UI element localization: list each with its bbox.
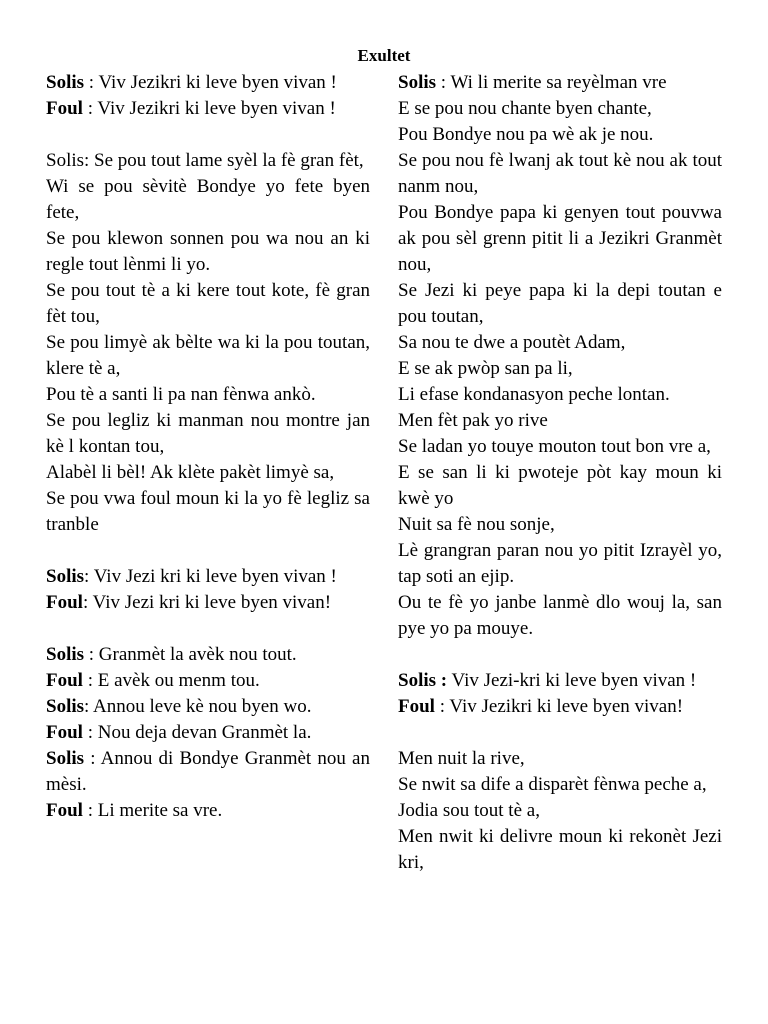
verse-text: Se pou vwa foul moun ki la yo fè legliz sa tranble <box>46 488 370 535</box>
verse-line <box>398 694 722 720</box>
verse-line <box>46 278 370 330</box>
speaker-label: Foul <box>398 696 435 717</box>
verse-line <box>398 824 722 876</box>
paragraph-gap <box>46 538 370 564</box>
verse-text: : Viv Jezikri ki leve byen vivan ! <box>84 72 337 93</box>
verse-text: : Viv Jezi kri ki leve byen vivan ! <box>84 566 337 587</box>
verse-line <box>398 590 722 642</box>
speaker-label: Foul <box>46 670 83 691</box>
verse-line <box>46 70 370 96</box>
verse-text: Se pou tout tè a ki kere tout kote, fè gran fèt tou, <box>46 280 370 327</box>
speaker-label: Solis : <box>398 670 448 691</box>
verse-line <box>46 486 370 538</box>
verse-text: E se san li ki pwoteje pòt kay moun ki kwè yo <box>398 462 722 509</box>
verse-line <box>46 694 370 720</box>
speaker-label: Solis <box>46 566 85 587</box>
verse-line <box>46 226 370 278</box>
verse-line <box>398 330 722 356</box>
verse-line <box>46 642 370 668</box>
verse-text: Pou Bondye nou pa wè ak je nou. <box>398 124 654 145</box>
speaker-label: Solis <box>46 748 85 769</box>
verse-line <box>398 122 722 148</box>
verse-text: Men nuit la rive, <box>398 748 525 769</box>
paragraph-gap <box>398 720 722 746</box>
paragraph-gap <box>46 616 370 642</box>
verse-line <box>398 538 722 590</box>
verse-text: Sa nou te dwe a poutèt Adam, <box>398 332 626 353</box>
speaker-label: Solis <box>46 696 85 717</box>
verse-line <box>46 96 370 122</box>
paragraph-gap <box>46 122 370 148</box>
speaker-label: Foul <box>46 98 83 119</box>
verse-text: Solis: Se pou tout lame syèl la fè gran fèt, <box>46 150 364 171</box>
speaker-label: Foul <box>46 722 83 743</box>
left-column <box>46 70 370 824</box>
verse-line <box>398 798 722 824</box>
verse-line <box>398 668 722 694</box>
verse-text: Viv Jezi-kri ki leve byen vivan ! <box>447 670 697 691</box>
speaker-label: Solis <box>46 72 85 93</box>
verse-text: Lè grangran paran nou yo pitit Izrayèl yo, tap soti an ejip. <box>398 540 722 587</box>
verse-text: : Li merite sa vre. <box>82 800 223 821</box>
verse-line <box>46 590 370 616</box>
verse-line <box>398 96 722 122</box>
verse-text: Se ladan yo touye mouton tout bon vre a, <box>398 436 711 457</box>
verse-line <box>398 356 722 382</box>
verse-text: : Annou di Bondye Granmèt nou an mèsi. <box>46 748 370 795</box>
verse-line <box>398 148 722 200</box>
verse-text: : Annou leve kè nou byen wo. <box>84 696 312 717</box>
verse-line <box>398 278 722 330</box>
verse-text: Se nwit sa dife a disparèt fènwa peche a, <box>398 774 707 795</box>
verse-text: E se pou nou chante byen chante, <box>398 98 652 119</box>
verse-text: : Granmèt la avèk nou tout. <box>84 644 297 665</box>
verse-line <box>398 200 722 278</box>
verse-line <box>46 382 370 408</box>
verse-text: Se pou nou fè lwanj ak tout kè nou ak tout nanm nou, <box>398 150 722 197</box>
speaker-label: Foul <box>46 800 83 821</box>
verse-line <box>398 408 722 434</box>
verse-text: Men nwit ki delivre moun ki rekonèt Jezi kri, <box>398 826 722 873</box>
verse-line <box>46 564 370 590</box>
right-column <box>398 70 722 876</box>
verse-text: Wi se pou sèvitè Bondye yo fete byen fete, <box>46 176 370 223</box>
speaker-label: Foul <box>46 592 83 613</box>
verse-line <box>46 746 370 798</box>
verse-text: Se pou limyè ak bèlte wa ki la pou toutan, klere tè a, <box>46 332 370 379</box>
verse-text: Men fèt pak yo rive <box>398 410 548 431</box>
verse-text: : Viv Jezikri ki leve byen vivan ! <box>82 98 336 119</box>
verse-text: : Viv Jezi kri ki leve byen vivan! <box>82 592 332 613</box>
verse-line <box>398 70 722 96</box>
verse-line <box>46 330 370 382</box>
verse-line <box>398 512 722 538</box>
verse-line <box>46 720 370 746</box>
verse-line <box>398 772 722 798</box>
verse-line <box>398 460 722 512</box>
speaker-label: Solis <box>398 72 437 93</box>
verse-text: : Nou deja devan Granmèt la. <box>82 722 312 743</box>
verse-line <box>398 434 722 460</box>
verse-line <box>46 460 370 486</box>
verse-line <box>46 798 370 824</box>
verse-text: Jodia sou tout tè a, <box>398 800 540 821</box>
verse-line <box>46 148 370 174</box>
verse-text: : E avèk ou menm tou. <box>82 670 260 691</box>
verse-text: E se ak pwòp san pa li, <box>398 358 573 379</box>
verse-text: Alabèl li bèl! Ak klète pakèt limyè sa, <box>46 462 335 483</box>
verse-line <box>398 382 722 408</box>
verse-text: Pou tè a santi li pa nan fènwa ankò. <box>46 384 316 405</box>
verse-text: Nuit sa fè nou sonje, <box>398 514 555 535</box>
verse-text: : Wi li merite sa reyèlman vre <box>436 72 667 93</box>
verse-line <box>46 408 370 460</box>
verse-text: Ou te fè yo janbe lanmè dlo wouj la, san pye yo pa mouye. <box>398 592 722 639</box>
paragraph-gap <box>398 642 722 668</box>
speaker-label: Solis <box>46 644 85 665</box>
verse-text: Se pou klewon sonnen pou wa nou an ki regle tout lènmi li yo. <box>46 228 370 275</box>
verse-line <box>46 174 370 226</box>
verse-line <box>398 746 722 772</box>
verse-text: Se pou legliz ki manman nou montre jan kè l kontan tou, <box>46 410 370 457</box>
page-title: Exultet <box>357 46 411 65</box>
verse-text: : Viv Jezikri ki leve byen vivan! <box>434 696 684 717</box>
verse-text: Se Jezi ki peye papa ki la depi toutan e pou toutan, <box>398 280 722 327</box>
verse-text: Pou Bondye papa ki genyen tout pouvwa ak pou sèl grenn pitit li a Jezikri Granmèt nou, <box>398 202 722 275</box>
verse-text: Li efase kondanasyon peche lontan. <box>398 384 670 405</box>
verse-line <box>46 668 370 694</box>
